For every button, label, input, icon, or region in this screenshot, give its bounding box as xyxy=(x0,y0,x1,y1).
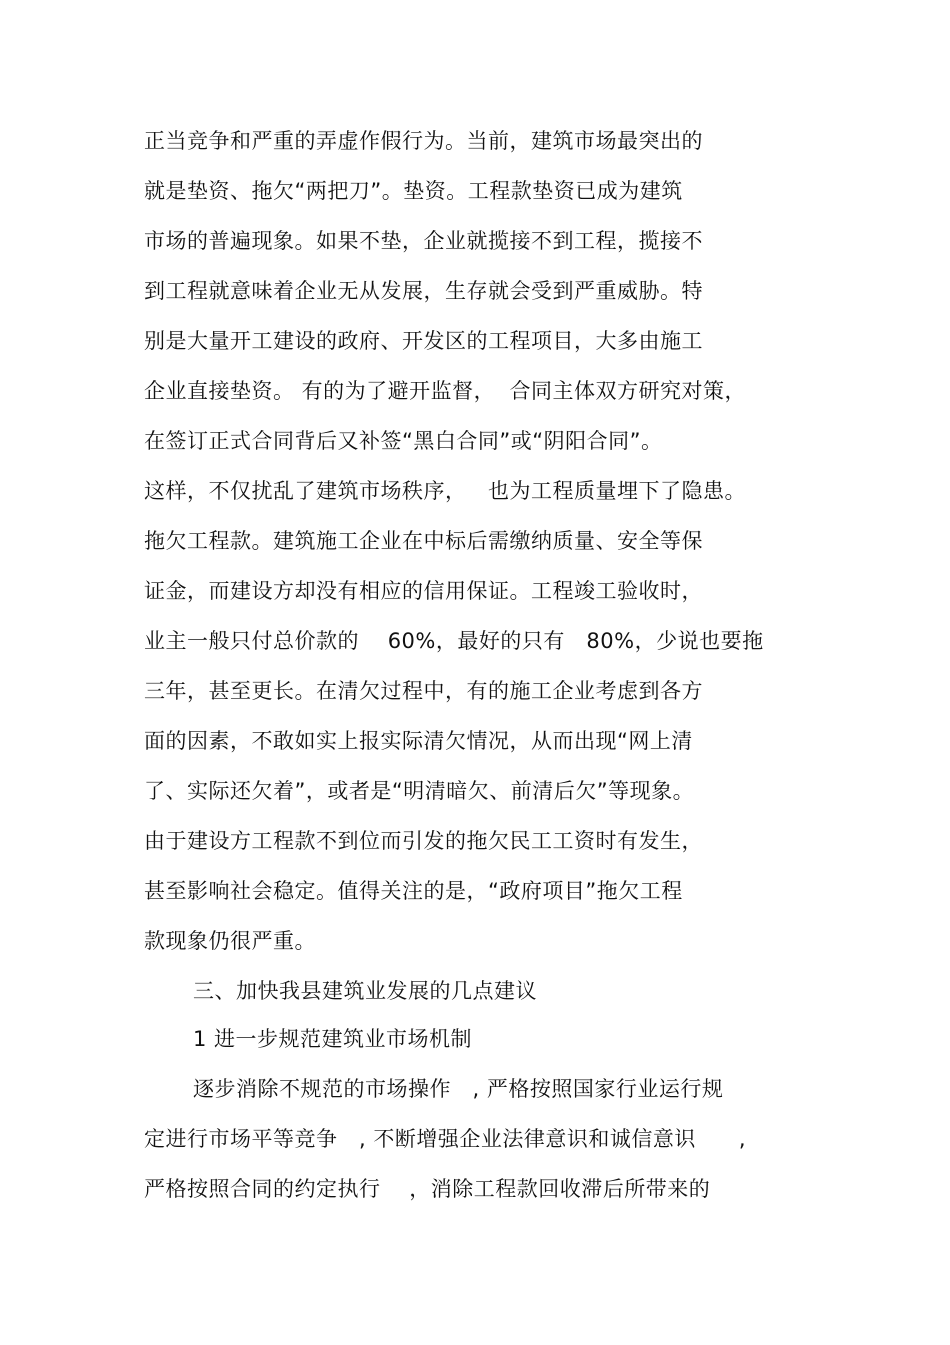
text-line: 到工程就意味着企业无从发展，生存就会受到严重威胁。特 xyxy=(144,279,703,303)
text-line: 由于建设方工程款不到位而引发的拖欠民工工资时有发生， xyxy=(144,829,703,853)
text-line: 面的因素，不敢如实上报实际清欠情况，从而出现“网上清 xyxy=(144,729,693,753)
text-line: 就是垫资、拖欠“两把刀”。垫资。工程款垫资已成为建筑 xyxy=(144,179,683,203)
text-line: 了、实际还欠着”，或者是“明清暗欠、前清后欠”等现象。 xyxy=(144,779,695,803)
text-line: 市场的普遍现象。如果不垫，企业就揽接不到工程，揽接不 xyxy=(144,229,703,253)
text-line: 拖欠工程款。建筑施工企业在中标后需缴纳质量、安全等保 xyxy=(144,529,703,553)
text-line: 三年，甚至更长。在清欠过程中，有的施工企业考虑到各方 xyxy=(144,679,703,703)
section-heading: 三、加快我县建筑业发展的几点建议 xyxy=(193,979,537,1003)
text-line: 在签订正式合同背后又补签“黑白合同”或“阴阳合同”。 xyxy=(144,429,663,453)
paragraph-line: 定进行市场平等竞争 , 不断增强企业法律意识和诚信意识 , xyxy=(144,1127,747,1151)
text-line: 证金，而建设方却没有相应的信用保证。工程竣工验收时， xyxy=(144,579,703,603)
text-line: 甚至影响社会稳定。值得关注的是，“政府项目”拖欠工程 xyxy=(144,879,683,903)
paragraph-line: 严格按照合同的约定执行 ，消除工程款回收滞后所带来的 xyxy=(144,1177,711,1201)
paragraph-line: 逐步消除不规范的市场操作 , 严格按照国家行业运行规 xyxy=(193,1077,724,1101)
text-line: 企业直接垫资。 有的为了避开监督， 合同主体双方研究对策， xyxy=(144,379,747,403)
text-line: 别是大量开工建设的政府、开发区的工程项目，大多由施工 xyxy=(144,329,703,353)
text-line: 正当竞争和严重的弄虚作假行为。当前，建筑市场最突出的 xyxy=(144,129,703,153)
text-line: 款现象仍很严重。 xyxy=(144,929,316,953)
subsection-heading: 1 进一步规范建筑业市场机制 xyxy=(193,1027,473,1051)
text-line: 这样，不仅扰乱了建筑市场秩序， 也为工程质量埋下了隐患。 xyxy=(144,479,747,503)
text-line: 业主一般只付总价款的 60%，最好的只有 80%，少说也要拖 xyxy=(144,629,764,653)
